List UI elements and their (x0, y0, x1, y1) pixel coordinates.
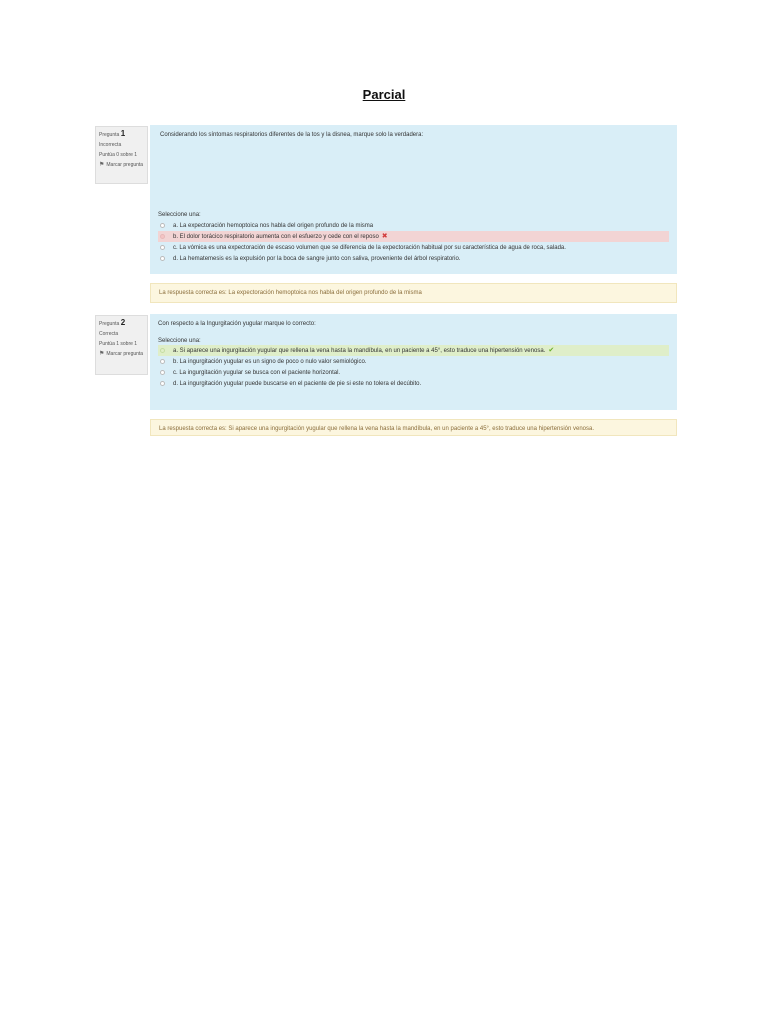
question-number-value: 2 (120, 318, 126, 327)
answer-option-text: c. La vómica es una expectoración de escaso volumen que se diferencia de la expectoración habitual por su característica de agua de roca, salada. (173, 244, 566, 251)
flag-icon: ⚑ (99, 162, 105, 168)
answer-option-c[interactable] (158, 242, 669, 253)
answer-option-d[interactable] (158, 378, 669, 389)
question-label: Pregunta (99, 132, 120, 138)
question-number-value: 1 (120, 129, 126, 138)
radio-button[interactable] (160, 348, 165, 353)
flag-question-button[interactable] (99, 351, 144, 358)
flag-icon: ⚑ (99, 351, 105, 357)
flag-question-label: Marcar pregunta (106, 351, 144, 357)
question-status: Incorrecta (99, 142, 122, 148)
check-icon: ✔ (548, 346, 555, 354)
answer-option-text: d. La hematemesis es la expulsión por la boca de sangre junto con saliva, proveniente del árbol respiratorio. (173, 255, 461, 262)
radio-button[interactable] (160, 370, 165, 375)
answer-option-text: a. La expectoración hemoptoica nos habla del origen profundo de la misma (173, 222, 374, 229)
question-1-info (95, 126, 148, 184)
question-number (99, 319, 144, 328)
flag-question-button[interactable] (99, 162, 144, 169)
answer-option-text: b. El dolor torácico respiratorio aumenta con el esfuerzo y cede con el reposo (173, 233, 379, 240)
radio-button[interactable] (160, 359, 165, 364)
question-text: Con respecto a la Ingurgitación yugular marque lo correcto: (158, 321, 316, 327)
question-score: Puntúa 1 sobre 1 (99, 341, 138, 347)
radio-button[interactable] (160, 245, 165, 250)
question-number (99, 130, 144, 139)
radio-button[interactable] (160, 256, 165, 261)
answer-option-text: a. Si aparece una ingurgitación yugular que rellena la vena hasta la mandíbula, en un paciente a 45°, esto traduce una hipertensión venosa. (173, 347, 546, 354)
question-label: Pregunta (99, 321, 120, 327)
question-text: Considerando los síntomas respiratorios diferentes de la tos y la disnea, marque solo la verdadera: (160, 132, 424, 138)
question-2-content (150, 314, 677, 410)
question-status: Correcta (99, 331, 119, 337)
answer-prompt: Seleccione una: (158, 338, 201, 344)
answer-option-text: c. La ingurgitación yugular se busca con el paciente horizontal. (173, 369, 341, 376)
flag-question-label: Marcar pregunta (106, 162, 144, 168)
cross-icon: ✖ (381, 232, 388, 240)
radio-button[interactable] (160, 234, 165, 239)
radio-button[interactable] (160, 381, 165, 386)
answer-option-text: d. La ingurgitación yugular puede buscarse en el paciente de pie si este no tolera el decúbito. (173, 380, 422, 387)
question-1-content (150, 125, 677, 274)
question-2-info (95, 315, 148, 375)
answer-option-b[interactable] (158, 231, 669, 242)
question-score: Puntúa 0 sobre 1 (99, 152, 138, 158)
question-1-feedback: La respuesta correcta es: La expectoración hemoptoica nos habla del origen profundo de la misma (150, 283, 677, 303)
radio-button[interactable] (160, 223, 165, 228)
answer-option-d[interactable] (158, 253, 669, 264)
answer-option-c[interactable] (158, 367, 669, 378)
question-2-feedback: La respuesta correcta es: Si aparece una ingurgitación yugular que rellena la vena hasta la mandíbula, en un paciente a 45°, esto traduce una hipertensión venosa. (150, 419, 677, 436)
page-title: Parcial (362, 87, 406, 102)
answer-option-a[interactable] (158, 345, 669, 356)
answer-option-text: b. La ingurgitación yugular es un signo de poco o nulo valor semiológico. (173, 358, 367, 365)
answer-option-a[interactable] (158, 220, 669, 231)
answer-option-b[interactable] (158, 356, 669, 367)
answer-prompt: Seleccione una: (158, 212, 201, 218)
